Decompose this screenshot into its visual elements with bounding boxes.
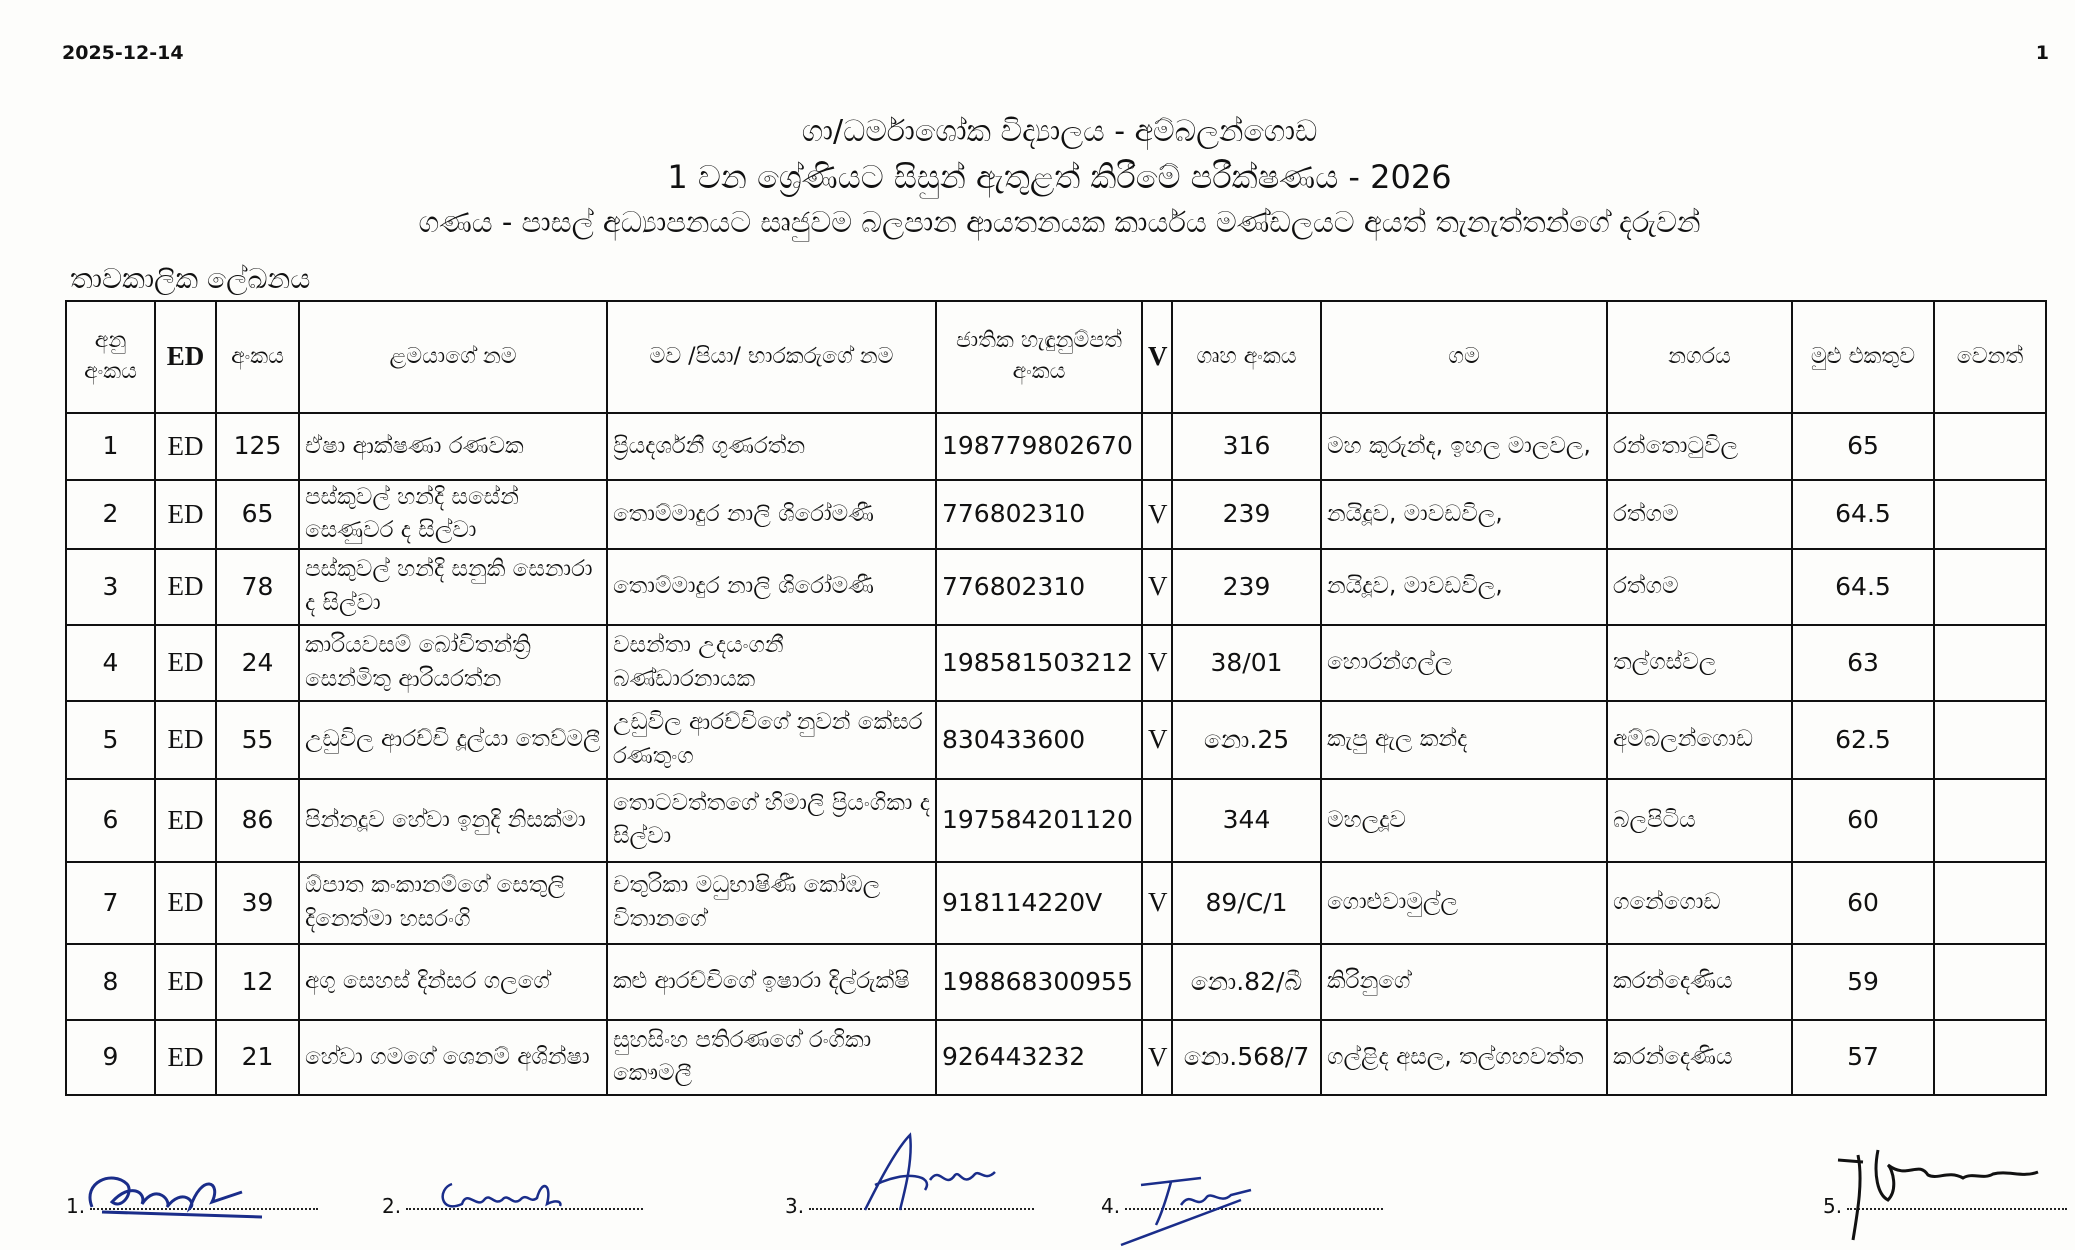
cell-number: 24	[216, 625, 299, 701]
cell-ed: ED	[155, 413, 216, 480]
cell-house-no: 239	[1172, 480, 1321, 549]
table-row	[66, 549, 2046, 625]
header-ed: ED	[155, 301, 216, 413]
header-serial: අනු අංකය	[66, 301, 155, 413]
cell-serial: 8	[66, 944, 155, 1020]
signature-scribble	[1111, 1160, 1261, 1250]
cell-nic: 776802310	[936, 480, 1142, 549]
cell-ed: ED	[155, 549, 216, 625]
cell-house-no: 89/C/1	[1172, 862, 1321, 944]
signature-number: 1.	[66, 1194, 86, 1218]
cell-parent-name: කළු ආරච්චිගේ ඉෂාරා දිල්රුක්ෂි	[607, 944, 936, 1020]
category-title: ගණය - පාසල් අධ්‍යාපනයට සෘජුවම බලපාන ආයතනයක කාර්යය මණ්ඩලයට අයත් තැනැත්තන්ගේ දරුවන්	[418, 205, 1701, 239]
cell-village: ගල්ළිද අසල, තල්ගහවත්ත	[1321, 1020, 1607, 1095]
cell-child-name: පස්කුවල් හන්දි සසේන් සෙණුවර ද සිල්වා	[299, 480, 607, 549]
cell-child-name: උඩුවිල ආරච්චි දූල්යා තෙව්මලී	[299, 701, 607, 779]
cell-house-no: 239	[1172, 549, 1321, 625]
cell-house-no: 344	[1172, 779, 1321, 862]
cell-other	[1934, 944, 2046, 1020]
signature-scribble	[1818, 1140, 2068, 1250]
admission-table	[65, 300, 2047, 1096]
cell-total: 63	[1792, 625, 1934, 701]
cell-serial: 3	[66, 549, 155, 625]
cell-nic: 198581503212	[936, 625, 1142, 701]
cell-total: 60	[1792, 779, 1934, 862]
cell-village: හොරන්ගල්ල	[1321, 625, 1607, 701]
cell-parent-name: තොම්මාදුර නාලි ශිරෝමණී	[607, 549, 936, 625]
signature-number: 3.	[785, 1194, 805, 1218]
cell-total: 62.5	[1792, 701, 1934, 779]
cell-ed: ED	[155, 701, 216, 779]
cell-serial: 9	[66, 1020, 155, 1095]
cell-ed: ED	[155, 779, 216, 862]
cell-ed: ED	[155, 1020, 216, 1095]
cell-nic: 926443232	[936, 1020, 1142, 1095]
table-row	[66, 480, 2046, 549]
cell-ed: ED	[155, 862, 216, 944]
cell-total: 64.5	[1792, 480, 1934, 549]
cell-parent-name: වසන්තා උදයංගනී බණ්ඩාරනායක	[607, 625, 936, 701]
table-row	[66, 701, 2046, 779]
table-row	[66, 1020, 2046, 1095]
signature-number: 2.	[382, 1194, 402, 1218]
cell-other	[1934, 701, 2046, 779]
cell-parent-name: සුහසිංහ පතිරණගේ රංගිකා කෞමලී	[607, 1020, 936, 1095]
cell-child-name: පින්නදූව හේවා ඉනුදි නිසක්මා	[299, 779, 607, 862]
cell-nic: 198868300955	[936, 944, 1142, 1020]
table-row	[66, 413, 2046, 480]
list-label: තාවකාලික ලේඛනය	[70, 262, 311, 295]
signature-number: 4.	[1101, 1194, 1121, 1218]
cell-house-no: නො.25	[1172, 701, 1321, 779]
header-house-no: ගෘහ අංකය	[1172, 301, 1321, 413]
cell-total: 60	[1792, 862, 1934, 944]
cell-other	[1934, 549, 2046, 625]
cell-parent-name: තොටවත්තගේ හිමාලි ප්‍රියංගිකා ද සිල්වා	[607, 779, 936, 862]
cell-number: 55	[216, 701, 299, 779]
cell-village: කිරිනුගේ	[1321, 944, 1607, 1020]
cell-town: කරන්දෙණිය	[1607, 1020, 1792, 1095]
cell-nic: 198779802670	[936, 413, 1142, 480]
table-header-row	[66, 301, 2046, 413]
cell-v: V	[1142, 701, 1172, 779]
cell-v	[1142, 779, 1172, 862]
cell-serial: 2	[66, 480, 155, 549]
cell-town: බලපිටිය	[1607, 779, 1792, 862]
header-number: අංකය	[216, 301, 299, 413]
cell-number: 65	[216, 480, 299, 549]
table-row	[66, 779, 2046, 862]
cell-total: 64.5	[1792, 549, 1934, 625]
cell-number: 12	[216, 944, 299, 1020]
cell-nic: 197584201120	[936, 779, 1142, 862]
page-number: 1	[2035, 42, 2049, 64]
cell-serial: 6	[66, 779, 155, 862]
cell-number: 21	[216, 1020, 299, 1095]
cell-ed: ED	[155, 625, 216, 701]
cell-v: V	[1142, 549, 1172, 625]
header-town: නගරය	[1607, 301, 1792, 413]
header-nic: ජාතික හැඳුනුම්පත් අංකය	[936, 301, 1142, 413]
cell-town: රත්ගම	[1607, 480, 1792, 549]
cell-other	[1934, 480, 2046, 549]
cell-total: 59	[1792, 944, 1934, 1020]
cell-other	[1934, 625, 2046, 701]
cell-village: නයිදූව, මාවඩවිල,	[1321, 480, 1607, 549]
cell-parent-name: ප්‍රියදර්ශනී ගුණරත්න	[607, 413, 936, 480]
cell-house-no: 316	[1172, 413, 1321, 480]
cell-nic: 830433600	[936, 701, 1142, 779]
cell-other	[1934, 779, 2046, 862]
header-total: මුළු එකතුව	[1792, 301, 1934, 413]
header-village: ගම	[1321, 301, 1607, 413]
cell-village: නයිදූව, මාවඩවිල,	[1321, 549, 1607, 625]
table-row	[66, 625, 2046, 701]
cell-total: 65	[1792, 413, 1934, 480]
school-title: ගා/ධර්මාශෝක විද්‍යාලය - අම්බලන්ගොඩ	[801, 114, 1318, 149]
cell-ed: ED	[155, 480, 216, 549]
signature-scribble	[855, 1130, 1035, 1220]
cell-other	[1934, 1020, 2046, 1095]
header-other: වෙනත්	[1934, 301, 2046, 413]
cell-child-name: හේවා ගමගේ ශෙනම් අශින්ෂා	[299, 1020, 607, 1095]
cell-total: 57	[1792, 1020, 1934, 1095]
cell-ed: ED	[155, 944, 216, 1020]
cell-nic: 776802310	[936, 549, 1142, 625]
header-parent-name: මව /පියා/ භාරකරුගේ නම	[607, 301, 936, 413]
cell-house-no: නො.568/7	[1172, 1020, 1321, 1095]
cell-village: කැපු ඇල කන්ද	[1321, 701, 1607, 779]
cell-serial: 7	[66, 862, 155, 944]
cell-child-name: පස්කුවල් හන්දි සනුකි සෙනාරා ද සිල්වා	[299, 549, 607, 625]
cell-v: V	[1142, 625, 1172, 701]
cell-child-name: කාරියවසම් බෝවිතන්ත්‍රි සෙන්මිතු ආරියරත්න	[299, 625, 607, 701]
cell-village: ගොළුවාමුල්ල	[1321, 862, 1607, 944]
cell-house-no: 38/01	[1172, 625, 1321, 701]
cell-number: 125	[216, 413, 299, 480]
cell-serial: 1	[66, 413, 155, 480]
cell-town: රන්තොටුවිල	[1607, 413, 1792, 480]
table-row	[66, 944, 2046, 1020]
cell-other	[1934, 413, 2046, 480]
signature-scribble	[72, 1162, 272, 1232]
cell-town: තල්ගස්වල	[1607, 625, 1792, 701]
cell-child-name: ඕපාත කංකානම්ගේ සෙතුලි දිනෙත්මා හසරංගි	[299, 862, 607, 944]
exam-title: 1 වන ශ්‍රේණියට සිසුන් ඇතුළත් කිරීමේ පරීක්ෂණය - 2026	[667, 158, 1452, 196]
header-child-name: ළමයාගේ නම	[299, 301, 607, 413]
cell-town: කරන්දෙණිය	[1607, 944, 1792, 1020]
cell-number: 86	[216, 779, 299, 862]
cell-serial: 5	[66, 701, 155, 779]
cell-town: ගනේගොඩ	[1607, 862, 1792, 944]
cell-v	[1142, 944, 1172, 1020]
cell-v: V	[1142, 480, 1172, 549]
cell-other	[1934, 862, 2046, 944]
cell-parent-name: චතුරිකා මධුභාෂිණී කෝඹල විතානගේ	[607, 862, 936, 944]
cell-child-name: ඒෂා ආක්ෂණා රණවක	[299, 413, 607, 480]
cell-child-name: අගු සෙහස් දින්සර ගලගේ	[299, 944, 607, 1020]
cell-village: මහලදූව	[1321, 779, 1607, 862]
cell-parent-name: තොම්මාදුර නාලි ශිරෝමණී	[607, 480, 936, 549]
cell-serial: 4	[66, 625, 155, 701]
cell-nic: 918114220V	[936, 862, 1142, 944]
cell-town: අම්බලන්ගොඩ	[1607, 701, 1792, 779]
cell-number: 39	[216, 862, 299, 944]
cell-house-no: නො.82/බී	[1172, 944, 1321, 1020]
cell-number: 78	[216, 549, 299, 625]
table-row	[66, 862, 2046, 944]
cell-parent-name: උඩුවිල ආරච්චිගේ නුවන් කේසර රණතුංග	[607, 701, 936, 779]
cell-village: මහ කුරුන්ද, ඉහල මාලවල,	[1321, 413, 1607, 480]
print-date: 2025-12-14	[62, 42, 184, 64]
signature-scribble	[432, 1164, 592, 1224]
signature-number: 5.	[1823, 1194, 1843, 1218]
header-v: V	[1142, 301, 1172, 413]
cell-v	[1142, 413, 1172, 480]
cell-v: V	[1142, 862, 1172, 944]
cell-v: V	[1142, 1020, 1172, 1095]
cell-town: රත්ගම	[1607, 549, 1792, 625]
